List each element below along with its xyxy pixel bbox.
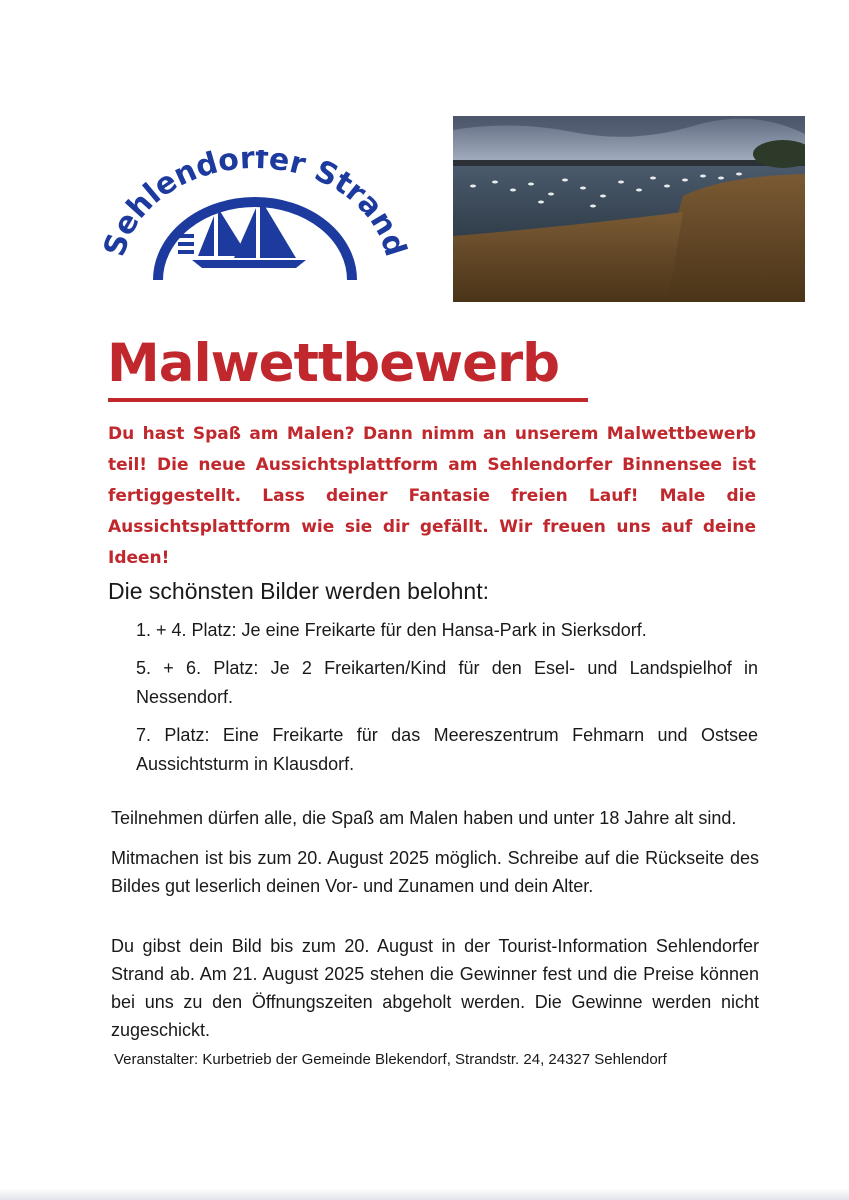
lake-with-swans-photo [453, 116, 805, 302]
deadline-text: Mitmachen ist bis zum 20. August 2025 möglich. Schreibe auf die Rückseite des Bildes gut leserlich deinen Vor- und Zunamen und dein Alter. [111, 848, 759, 896]
prize-item: 7. Platz: Eine Freikarte für das Meereszentrum Fehmarn und Ostsee Aussichtsturm in Klausdorf. [136, 725, 758, 774]
page-title: Malwettbewerb [107, 333, 560, 394]
logo-text: Sehlendorfer Strand [100, 150, 410, 261]
sehlendorfer-strand-logo [100, 150, 410, 290]
eligibility-text: Teilnehmen dürfen alle, die Spaß am Malen haben und unter 18 Jahre alt sind. [111, 808, 737, 828]
submission-text: Du gibst dein Bild bis zum 20. August in der Tourist-Information Sehlendorfer Strand ab. Am 21. August 2025 stehen die Gewinner fest und die Preise können bei uns zu den Öffnungszeiten abgeholt werden. Die Gewinne werden nicht zugeschickt. [111, 936, 759, 1040]
prize-list [136, 616, 758, 788]
prizes-heading: Die schönsten Bilder werden belohnt: [108, 578, 490, 604]
scan-edge [0, 1188, 849, 1200]
title-underline [108, 398, 588, 402]
intro-text: Du hast Spaß am Malen? Dann nimm an unserem Malwettbewerb teil! Die neue Aussichtsplattform am Sehlendorfer Binnensee ist fertiggestellt. Lass deiner Fantasie freien Lauf! Male die Aussichtsplattform wie sie dir gefällt. Wir freuen uns auf deine Ideen! [108, 424, 756, 568]
organizer-text: Veranstalter: Kurbetrieb der Gemeinde Blekendorf, Strandstr. 24, 24327 Sehlendorf [114, 1051, 667, 1068]
prize-item: 1. + 4. Platz: Je eine Freikarte für den Hansa-Park in Sierksdorf. [136, 620, 647, 640]
prize-item: 5. + 6. Platz: Je 2 Freikarten/Kind für den Esel- und Landspielhof in Nessendorf. [136, 658, 758, 707]
